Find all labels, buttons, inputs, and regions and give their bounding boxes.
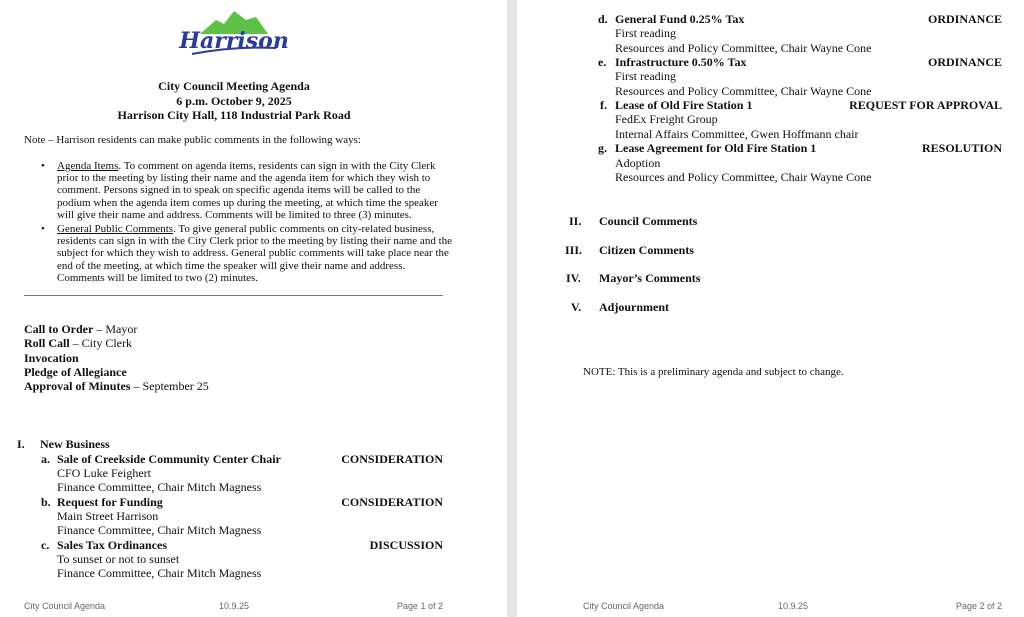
page-1: Harrison City Council Meeting Agenda 6 p.m. October 9, 2025 Harrison City Hall, 118 Industrial Park Road Note – Harrison residents can make public comments in the following ways: • Agenda Items. To comment on agenda items, residents can sign in with the City Clerk prior to the meeting by listing their name and the agenda item for which they wish to comment. Persons signed in to speak on specific agenda items will be called to the podium when the agenda item comes up during the meeting, at which time the speaker will give their name and address. Comments will be limited to three (3) minutes. • General Public Comments. To give general public comments on city-related business, residents can sign in with the City Clerk prior to the meeting by listing their name and the subject for which they wish to address. General public comments will take place near the end of the meeting, at which time the speaker will give their name and address. Comments will be limited to two (2) minutes. Call to Order – Mayor Roll Call – City Clerk Invocation Pledge of Allegiance Approval of Minutes – September 25 I. New Business a. Sale of Creekside Community Center Chair CONSIDERATION CFO Luke Feighert Finance Committee, Chair Mitch Magness b. Request for Funding CONSIDERATION Main Street Harrison Finance Committee, Chair Mitch Magness c. Sales Tax Ordinances DISCUSSION To sunset or not to sunset Finance Committee, Chair Mitch Magness City Council Agenda 10.9.25 Page 1 of 2: [0, 0, 507, 617]
footer-page: Page 1 of 2: [396, 601, 443, 611]
svg-text:Harrison: Harrison: [179, 28, 289, 54]
footer-title: City Council Agenda: [24, 601, 106, 611]
footer-page: Page 2 of 2: [955, 601, 1002, 611]
divider: [24, 295, 443, 296]
agenda-time: 6 p.m. October 9, 2025: [176, 94, 292, 108]
note-intro: Note – Harrison residents can make public comments in the following ways:: [24, 134, 361, 146]
footer-title: City Council Agenda: [583, 601, 665, 611]
preliminary-note: NOTE: This is a preliminary agenda and subject to change.: [583, 366, 844, 378]
footer-date: 10.9.25: [778, 601, 809, 611]
agenda-title: City Council Meeting Agenda: [158, 79, 310, 93]
harrison-logo: [179, 8, 289, 60]
page-2: d. General Fund 0.25% Tax ORDINANCE First reading Resources and Policy Committee, Chair Wayne Cone e. Infrastructure 0.50% Tax ORDINANCE First reading Resources and Policy Committee, Chair Wayne Cone f. Lease of Old Fire Station 1 REQUEST FOR APPROVAL FedEx Freight Group Internal Affairs Committee, Gwen Hoffmann chair g. Lease Agreement for Old Fire Station 1 RESOLUTION Adoption Resources and Policy Committee, Chair Wayne Cone II. Council Comments III. Citizen Comments IV. Mayor’s Comments V. Adjournment NOTE: This is a preliminary agenda and subject to change. City Council Agenda 10.9.25 Page 2 of 2: [517, 0, 1024, 617]
footer-date: 10.9.25: [219, 601, 250, 611]
agenda-location: Harrison City Hall, 118 Industrial Park Road: [117, 108, 351, 122]
